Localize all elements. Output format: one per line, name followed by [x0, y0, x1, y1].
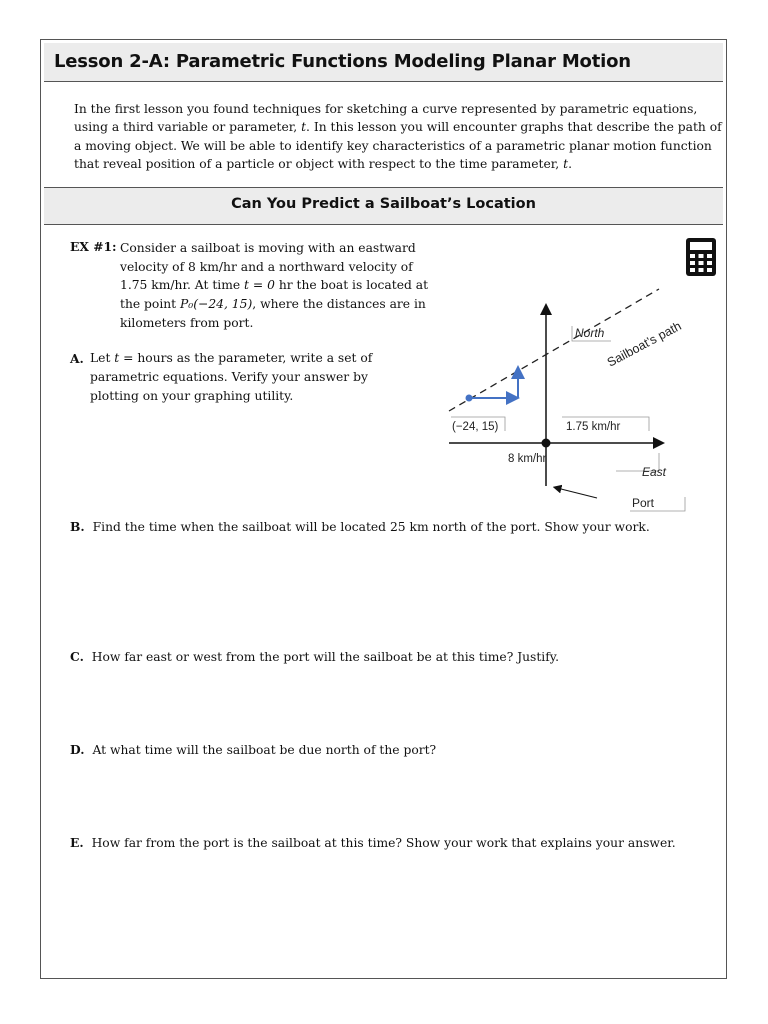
question-b — [70, 519, 650, 534]
question-e — [70, 835, 676, 850]
question-a-letter: A. — [70, 351, 84, 366]
port-point — [542, 439, 551, 448]
question-a-post: = hours as the parameter, write a set of parametric equations. Verify your answer by plotting on your graphing utility. — [90, 351, 373, 403]
east-label: East — [641, 465, 666, 479]
question-a-var: t — [114, 351, 120, 365]
lesson-title: Lesson 2-A: Parametric Functions Modeling Planar Motion — [54, 51, 631, 72]
start-point — [466, 395, 473, 402]
example-label: EX #1: — [70, 239, 117, 254]
question-d — [70, 742, 436, 757]
calculator-icon — [685, 237, 717, 277]
section-title: Can You Predict a Sailboat’s Location — [231, 196, 536, 212]
example-text-1: Consider a sailboat is moving with an eastward velocity of 8 km/hr and a northward velocity of 1.75 km/hr. At time — [120, 241, 416, 293]
title-bar — [44, 43, 723, 82]
intro-param-2: t — [563, 157, 569, 172]
sailboat-path-label: Sailboat’s path — [604, 318, 684, 370]
start-label: (−24, 15) — [452, 421, 499, 433]
example-point: P₀(−24, 15) — [180, 297, 253, 312]
intro-text-1: In the first lesson you found techniques for sketching a curve represented by parametric equations, using a third variable or parameter, — [74, 102, 698, 135]
example-text-2: hr the boat is located at the point — [120, 278, 429, 312]
section-bar — [44, 187, 723, 225]
eastward-velocity-label: 8 km/hr — [508, 453, 547, 465]
example-text — [120, 239, 440, 333]
intro-param-1: t — [301, 120, 307, 135]
question-b-text: Find the time when the sailboat will be located 25 km north of the port. Show your work. — [92, 520, 650, 534]
question-c — [70, 649, 559, 664]
question-e-letter: E. — [70, 835, 84, 850]
worksheet-frame — [40, 39, 727, 979]
port-pointer-arrow — [557, 488, 597, 498]
question-d-text: At what time will the sailboat be due north of the port? — [92, 743, 437, 757]
sailboat-diagram — [409, 271, 684, 510]
example-text-3: , where the distances are in kilometers from port. — [120, 297, 426, 330]
question-c-text: How far east or west from the port will the sailboat be at this time? Justify. — [91, 650, 560, 664]
question-b-letter: B. — [70, 519, 85, 534]
question-d-letter: D. — [70, 742, 85, 757]
port-label: Port — [632, 496, 655, 510]
question-c-letter: C. — [70, 649, 84, 664]
example-t-equation: t = 0 — [244, 278, 275, 293]
intro-text-2: . In this lesson you will encounter graphs that describe the path of a moving object. We will be able to identify key characteristics of a parametric planar motion function that reveal position of a particle or object with respect to the time parameter, — [74, 120, 722, 172]
intro-paragraph — [74, 100, 724, 174]
north-label: North — [575, 326, 605, 340]
question-e-text: How far from the port is the sailboat at this time? Show your work that explains your answer. — [91, 836, 676, 850]
question-a — [70, 349, 390, 403]
intro-text-3: . — [568, 157, 572, 172]
northward-velocity-label: 1.75 km/hr — [566, 421, 621, 433]
question-a-pre: Let — [90, 351, 115, 365]
question-a-text — [90, 349, 390, 406]
